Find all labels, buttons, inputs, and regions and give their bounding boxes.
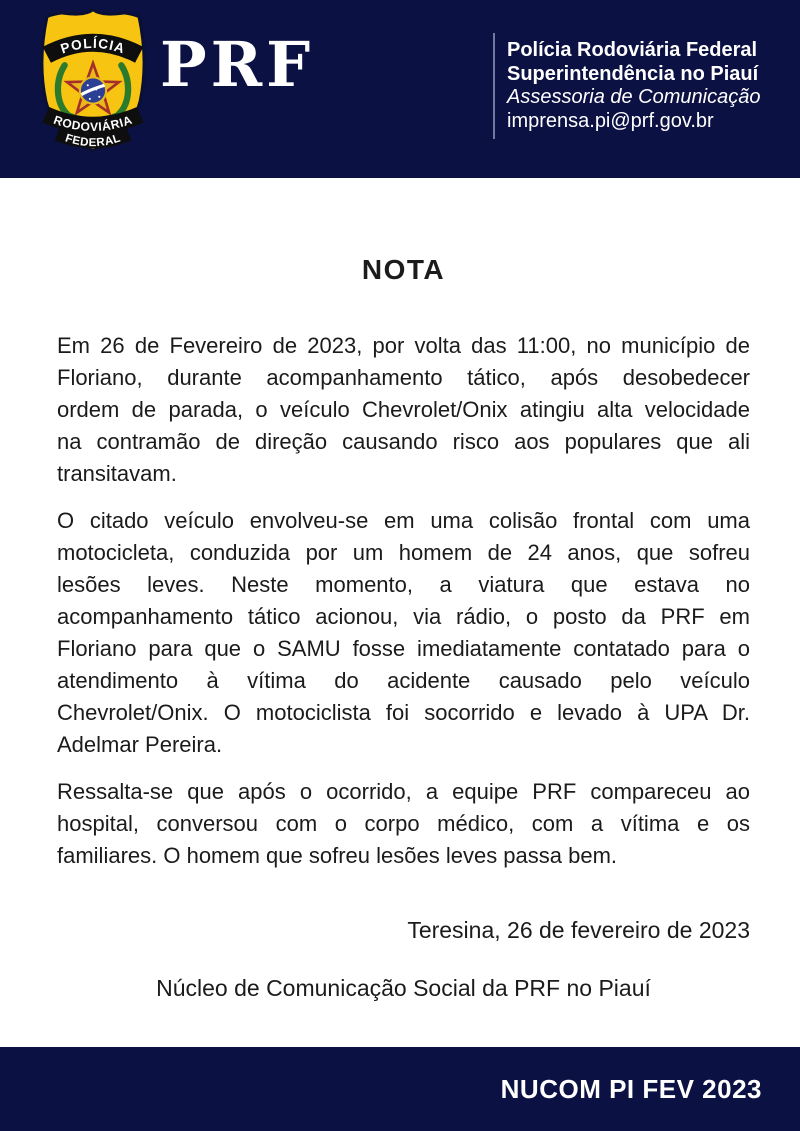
paragraph: [57, 776, 750, 872]
paragraph-line: O citado veículo envolveu-se em uma colisão frontal com uma: [57, 508, 750, 533]
document-paragraphs: [57, 330, 750, 872]
disc-star: [98, 96, 100, 98]
paragraph-line: Floriano, durante acompanhamento tático, após desobedecer: [57, 365, 750, 390]
paragraph-line: ordem de parada, o veículo Chevrolet/Onix atingiu alta velocidade: [57, 397, 750, 422]
org-email: imprensa.pi@prf.gov.br: [507, 109, 714, 132]
footer-label: NUCOM PI FEV 2023: [500, 1073, 762, 1104]
paragraph-line: atendimento à vítima do acidente causado pelo veículo: [57, 668, 750, 693]
org-unit: Superintendência no Piauí: [507, 62, 759, 85]
badge-middle-banner-text: RODOVIÁRIA: [51, 112, 135, 134]
footer: [0, 1047, 800, 1131]
paragraph: [57, 505, 750, 761]
disc-star: [87, 84, 89, 86]
org-department: Assessoria de Comunicação: [507, 86, 761, 108]
org-name: Polícia Rodoviária Federal: [507, 39, 758, 61]
date-line: Teresina, 26 de fevereiro de 2023: [407, 917, 750, 943]
paragraph-line: Floriano para que o SAMU fosse imediatamente contatado para o: [57, 636, 750, 661]
paragraph-line: Adelmar Pereira.: [57, 732, 223, 757]
paragraph-line: na contramão de direção causando risco aos populares que ali: [57, 429, 750, 454]
document-body: [0, 254, 800, 1004]
paragraph-line: motocicleta, conduzida por um homem de 24 anos, que sofreu: [57, 540, 750, 565]
header-divider: [493, 33, 495, 139]
header: [0, 0, 800, 178]
paragraph-line: lesões leves. Neste momento, a viatura que estava no: [57, 572, 750, 597]
prf-wordmark: PRF: [160, 28, 315, 101]
paragraph-line: acompanhamento tático acionou, via rádio, o posto da PRF em: [57, 604, 750, 629]
org-contact-block: [507, 39, 760, 133]
paragraph-line: Em 26 de Fevereiro de 2023, por volta das 11:00, no município de: [57, 333, 750, 358]
badge-top-banner-text: POLÍCIA: [58, 35, 128, 57]
signature-line: Núcleo de Comunicação Social da PRF no Piauí: [156, 975, 651, 1001]
document-title: NOTA: [361, 254, 446, 285]
badge-bottom-banner-text: FEDERAL: [63, 132, 123, 150]
disc-star: [95, 88, 97, 90]
disc-star: [89, 98, 91, 100]
prf-badge-icon: [30, 6, 156, 154]
prf-shield-icon: [30, 6, 156, 154]
paragraph-line: Chevrolet/Onix. O motociclista foi socorrido e levado à UPA Dr.: [57, 700, 750, 725]
paragraph-line: transitavam.: [57, 461, 177, 486]
paragraph: [57, 330, 750, 490]
paragraph-line: familiares. O homem que sofreu lesões leves passa bem.: [57, 843, 618, 868]
paragraph-line: Ressalta-se que após o ocorrido, a equipe PRF compareceu ao: [57, 779, 750, 804]
paragraph-line: hospital, conversou com o corpo médico, com a vítima e os: [57, 811, 750, 836]
